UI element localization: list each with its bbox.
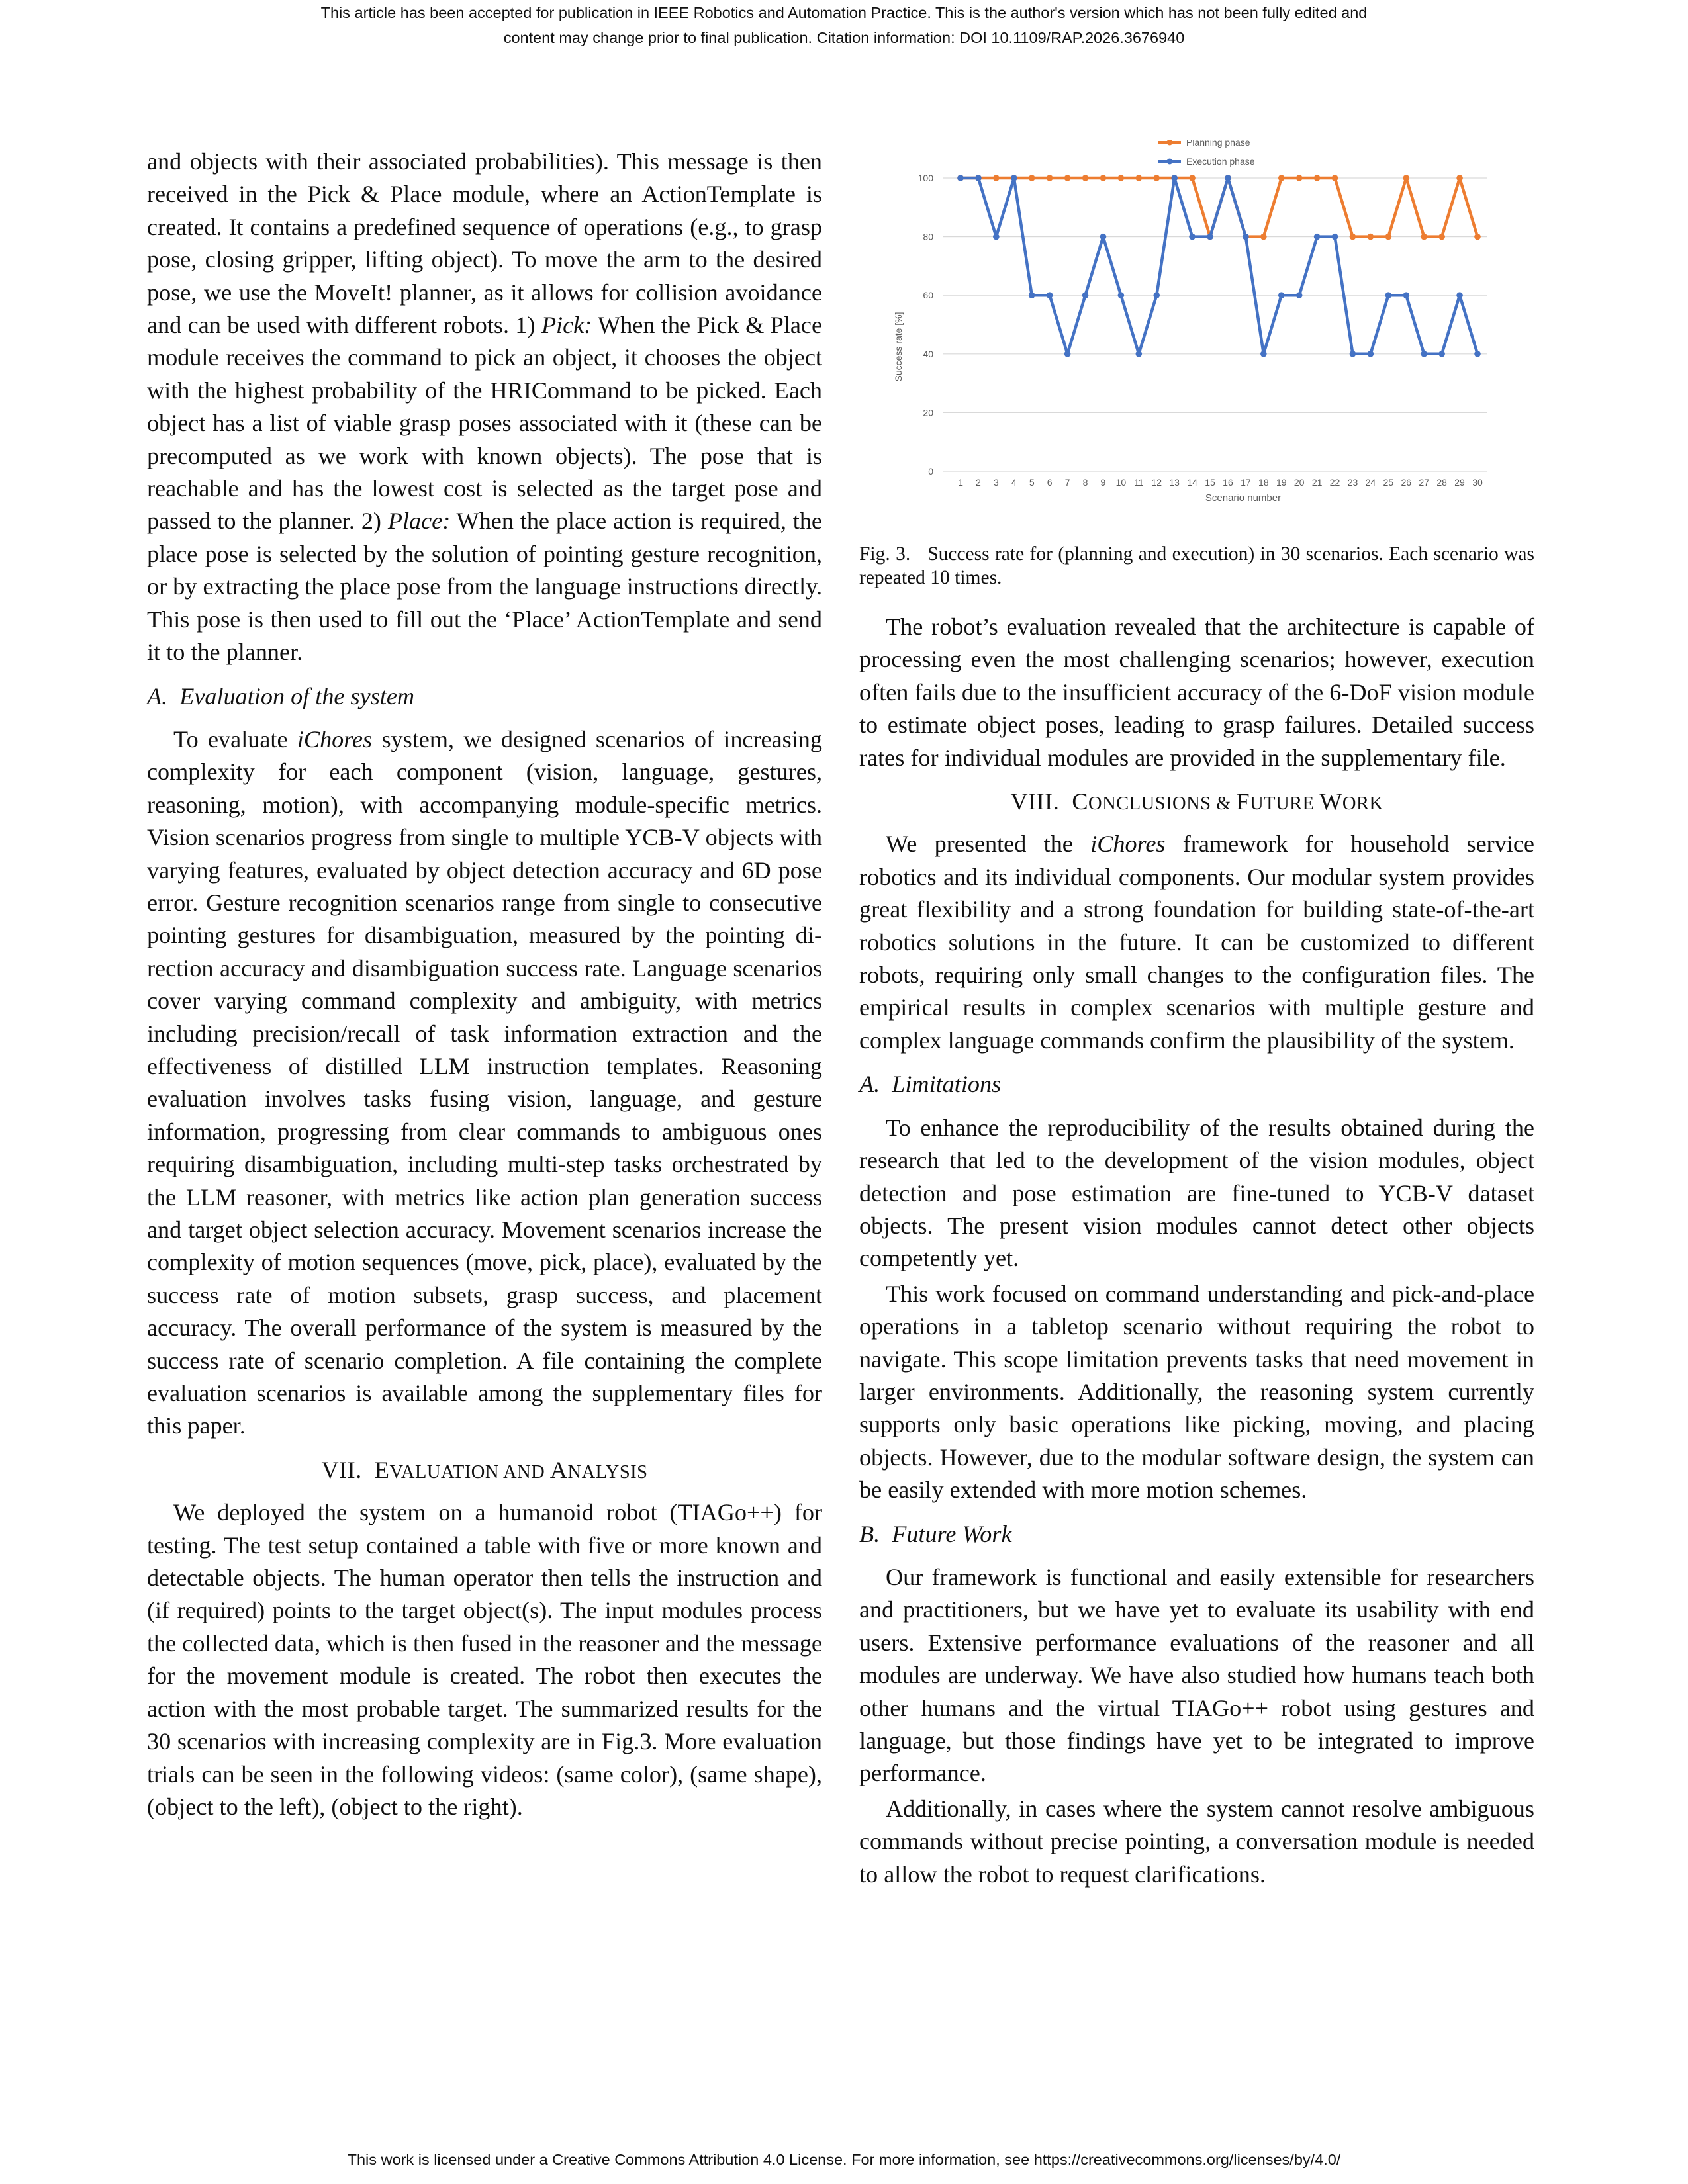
ichores-name: iChores: [1090, 831, 1166, 858]
x-tick-label: 4: [1011, 477, 1017, 488]
y-tick-label: 60: [923, 290, 933, 301]
x-tick-label: 21: [1311, 477, 1323, 488]
data-point: [1350, 234, 1356, 240]
data-point: [1118, 175, 1125, 181]
paragraph-conclusions: We presented the iChores framework for household service robotics and its individual components. Our modular system provides great flexibility and a strong foundation for building state-of-the-art robotics solutions in the future. It can be customized to different robots, requiring only small changes to the configuration files. The empirical results in complex scenarios with multiple gesture and complex language commands confirm the plausibility of the system.: [859, 831, 1534, 1054]
subsection-heading-evaluation-of-system: A. Evaluation of the system: [147, 682, 415, 709]
x-tick-label: 29: [1454, 477, 1465, 488]
data-point: [1207, 234, 1213, 240]
x-axis-label: Scenario number: [1205, 492, 1282, 504]
data-point: [1474, 351, 1481, 357]
left-column: [147, 146, 822, 1823]
data-point: [1260, 234, 1267, 240]
subsection-heading-limitations: A. Limitations: [859, 1071, 1002, 1098]
paragraph-robot-evaluation: The robot’s evaluation revealed that the architecture is capable of processing even the most challenging scenarios; however, execution often fails due to the insufficient accuracy of the 6-DoF vision module to estimate object poses, leading to grasp failures. Detailed success rates for individual modules are provided in the supplementary file.: [859, 614, 1534, 771]
x-tick-label: 5: [1029, 477, 1035, 488]
x-tick-label: 3: [993, 477, 999, 488]
data-point: [1047, 292, 1053, 298]
data-point: [1278, 175, 1285, 181]
x-tick-label: 12: [1151, 477, 1162, 488]
license-notice: This work is licensed under a Creative Commons Attribution 4.0 License. For more information, see https://creativecommons.org/licenses/by/4.0/: [347, 2151, 1341, 2168]
data-point: [1314, 234, 1321, 240]
paragraph-limitations-2: This work focused on command understanding and pick-and-place operations in a tabletop scenario without requiring the robot to navigate. This scope limitation prevents tasks that need movement in larger environments. Additionally, the reasoning system currently supports only basic operations like picking, moving, and placing objects. However, due to the modular software design, the system can be easily extended with more motion schemes.: [859, 1280, 1534, 1504]
x-tick-label: 26: [1401, 477, 1412, 488]
data-point: [1029, 175, 1035, 181]
publication-notice-line-2: content may change prior to final publication. Citation information: DOI 10.1109/RAP.2026.3676940: [503, 29, 1185, 46]
x-tick-label: 14: [1187, 477, 1197, 488]
data-point: [1314, 175, 1321, 181]
paragraph-future-work-1: Our framework is functional and easily extensible for researchers and practitioners, but we have yet to evaluate its usability with end users. Extensive performance evaluations of the reasoner and all modules are underway. We have also studied how humans teach both other humans and the virtual TIAGo++ robot using gestures and language, but those findings have yet to be integrated to improve performance.: [859, 1563, 1534, 1787]
data-point: [1421, 351, 1427, 357]
data-point: [1100, 175, 1107, 181]
x-tick-label: 16: [1223, 477, 1233, 488]
figure-3-caption: [859, 543, 1534, 590]
x-tick-label: 8: [1082, 477, 1088, 488]
data-point: [1403, 175, 1409, 181]
x-tick-label: 28: [1436, 477, 1447, 488]
data-point: [1011, 175, 1017, 181]
data-point: [1100, 234, 1107, 240]
x-tick-label: 19: [1276, 477, 1287, 488]
data-point: [1260, 351, 1267, 357]
paragraph-future-work-2: Additionally, in cases where the system cannot resolve ambiguous commands without precise pointing, a conversation module is needed to allow the robot to request clarifications.: [859, 1795, 1534, 1888]
data-point: [1438, 351, 1445, 357]
paragraph-pick-place: and objects with their associated probabilities). This message is then received in the Pick & Place module, where an ActionTemplate is created. It contains a predefined sequence of operations (e.g., to grasp pose, closing gripper, lifting object). To move the arm to the desired pose, we use the MoveIt! planner, as it allows for collision avoidance and can be used with different robots. 1) Pick: When the Pick & Place module receives the command to pick an object, it chooses the object with the highest probability of the HRICommand to be picked. Each object has a list of viable grasp poses associated with it (these can be precomputed as we work with known objects). The pose that is reachable and has the lowest cost is selected as the target pose and passed to the planner. 2) Place: When the place action is required, the place pose is selected by the solution of pointing gesture recognition, or by extracting the place pose from the language instructions directly. This pose is then used to fill out the ‘Place’ ActionTemplate and send it to the planner.: [147, 148, 823, 666]
data-point: [1136, 351, 1143, 357]
data-point: [1171, 175, 1178, 181]
data-point: [1082, 175, 1089, 181]
paragraph-evaluation: To evaluate iChores system, we designed scenarios of increasing complexity for each component (vision, language, gestures, reasoning, motion), with accompanying module-specific metrics. Vision scenarios progress from single to multiple YCB-V objects with varying features, evaluated by object detection accuracy and 6D pose error. Gesture recognition scenarios range from single to consecutive pointing gestures for disambiguation, measured by the pointing direction accuracy and disambiguation success rate. Language scenarios cover varying command complexity and ambiguity, with metrics including precision/recall of task information extraction and the effectiveness of distilled LLM instruction templates. Reasoning evaluation involves tasks fusing vision, language, and gesture information, progressing from clear commands to ambiguous ones requiring disambiguation, including multi-step tasks orchestrated by the LLM reasoner, with metrics like action plan generation success and target object selection accuracy. Movement scenarios increase the complexity of motion sequences (move, pick, place), evaluated by the success rate of motion subsets, grasp success, and placement accuracy. The overall performance of the system is measured by the success rate of scenario completion. A file containing the complete evaluation scenarios is available among the supplementary files for this paper.: [147, 725, 822, 1439]
data-point: [1296, 292, 1303, 298]
x-tick-label: 25: [1383, 477, 1394, 488]
data-point: [1332, 234, 1338, 240]
legend-marker-2: [1167, 159, 1173, 165]
data-point: [1136, 175, 1143, 181]
x-tick-label: 13: [1169, 477, 1180, 488]
place-label: Place:: [387, 508, 451, 535]
x-tick-label: 20: [1293, 477, 1305, 488]
y-tick-label: 100: [917, 173, 933, 183]
y-tick-label: 80: [923, 231, 933, 242]
data-point: [1225, 175, 1231, 181]
x-tick-label: 11: [1134, 477, 1144, 488]
data-point: [1189, 234, 1196, 240]
data-point: [1296, 175, 1303, 181]
legend-label-1: Planning phase: [1186, 140, 1250, 148]
publication-notice-line-1: This article has been accepted for publication in IEEE Robotics and Automation Practice. This is the author's version which has not been fully edited and: [320, 4, 1368, 21]
data-point: [1368, 351, 1374, 357]
y-tick-label: 40: [923, 348, 933, 359]
data-point: [1047, 175, 1053, 181]
success-rate-line-chart: [859, 140, 1534, 531]
y-axis-label: Success rate [%]: [893, 312, 904, 382]
figure-label: Fig. 3.: [859, 543, 911, 565]
data-point: [1403, 292, 1409, 298]
section-heading-evaluation-and-analysis: VII. EVALUATION AND ANALYSIS: [321, 1456, 648, 1483]
data-point: [957, 175, 964, 181]
y-tick-label: 20: [923, 407, 933, 418]
data-point: [993, 234, 1000, 240]
legend-label-2: Execution phase: [1186, 156, 1255, 167]
x-tick-label: 2: [976, 477, 981, 488]
x-tick-label: 24: [1365, 477, 1376, 488]
y-tick-label: 0: [928, 466, 933, 477]
data-point: [993, 175, 1000, 181]
caption-text: Success rate for (planning and execution) in 30 scenarios. Each scenario was repeated 10 times.: [859, 543, 1534, 588]
data-point: [1350, 351, 1356, 357]
data-point: [1029, 292, 1035, 298]
data-point: [1189, 175, 1196, 181]
data-point: [1082, 292, 1089, 298]
x-tick-label: 9: [1100, 477, 1106, 488]
right-column: [859, 140, 1534, 1891]
data-point: [975, 175, 982, 181]
x-tick-label: 17: [1241, 477, 1251, 488]
x-tick-label: 27: [1419, 477, 1429, 488]
pick-label: Pick:: [541, 312, 592, 339]
data-point: [1421, 234, 1427, 240]
x-tick-label: 15: [1205, 477, 1215, 488]
section-heading-conclusions-future-work: VIII. CONCLUSIONS & FUTURE WORK: [1010, 788, 1383, 815]
subsection-heading-future-work: B. Future Work: [859, 1520, 1012, 1547]
publication-notice: [0, 0, 1688, 50]
x-tick-label: 23: [1347, 477, 1358, 488]
data-point: [1118, 292, 1125, 298]
paragraph-deployment: We deployed the system on a humanoid robot (TIAGo++) for testing. The test setup contained a table with five or more known and detectable objects. The human operator then tells the instruction and (if required) points to the target object(s). The input modules process the collected data, which is then fused in the reasoner and the message for the movement module is created. The robot then executes the action with the most probable target. The summarized results for the 30 scenarios with increasing complexity are in Fig.3. More evaluation trials can be seen in the following videos: (same color), (same shape), (object to the left), (object to the right).: [147, 1499, 822, 1820]
x-tick-label: 22: [1329, 477, 1340, 488]
data-point: [1153, 292, 1160, 298]
figure-3-chart: [859, 140, 1534, 531]
ichores-name: iChores: [297, 725, 373, 752]
data-point: [1385, 292, 1392, 298]
chart-area: [859, 140, 1534, 531]
x-tick-label: 30: [1472, 477, 1483, 488]
x-tick-label: 6: [1047, 477, 1053, 488]
data-point: [1064, 175, 1071, 181]
data-point: [1368, 234, 1374, 240]
data-point: [1438, 234, 1445, 240]
x-tick-label: 10: [1115, 477, 1127, 488]
paragraph-limitations-1: To enhance the reproducibility of the results obtained during the research that led to the development of the vision modules, object detection and pose estimation are fine-tuned to YCB-V dataset objects. The present vision modules cannot detect other objects competently yet.: [859, 1114, 1534, 1272]
x-tick-label: 7: [1064, 477, 1070, 488]
x-tick-label: 18: [1258, 477, 1269, 488]
data-point: [1385, 234, 1392, 240]
data-point: [1153, 175, 1160, 181]
x-tick-label: 1: [958, 477, 963, 488]
data-point: [1456, 175, 1463, 181]
data-point: [1332, 175, 1338, 181]
data-point: [1064, 351, 1071, 357]
data-point: [1456, 292, 1463, 298]
data-point: [1278, 292, 1285, 298]
data-point: [1474, 234, 1481, 240]
data-point: [1243, 234, 1249, 240]
